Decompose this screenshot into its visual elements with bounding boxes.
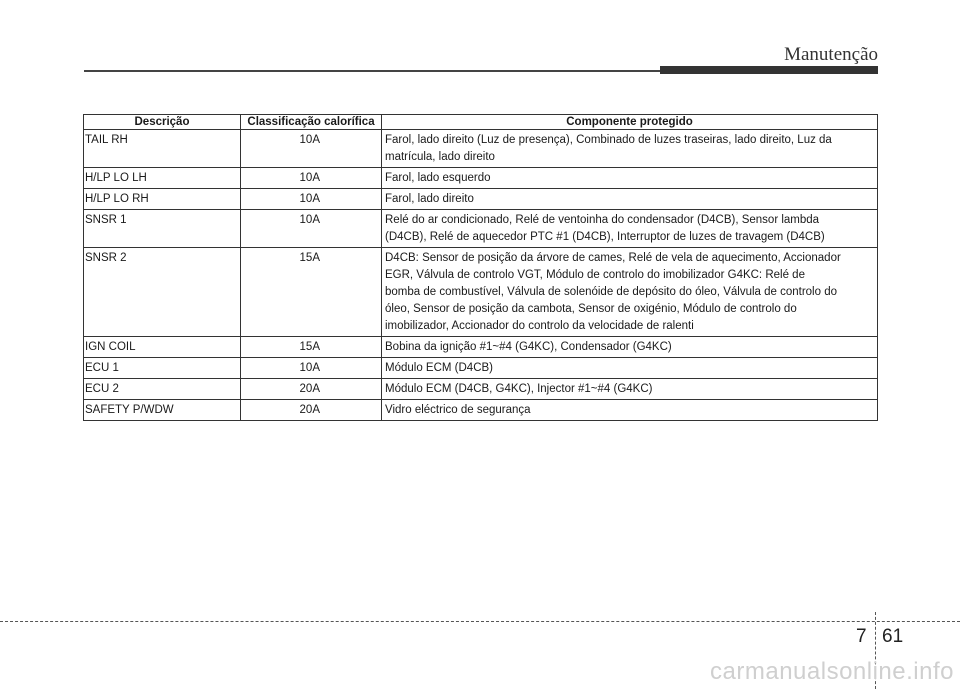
table-row: [84, 248, 878, 337]
fuse-description: SNSR 2: [84, 248, 241, 337]
protected-component: Farol, lado direito (Luz de presença), Combinado de luzes traseiras, lado direito, Luz da matrícula, lado direito: [382, 130, 878, 168]
protected-component: D4CB: Sensor de posição da árvore de cames, Relé de vela de aquecimento, Accionador EGR, Válvula de controlo VGT, Módulo de controlo do imobilizador G4KC: Relé de bomba de combustível, Válvula de solenóide de depósito do óleo, Válvula de controlo do óleo, Sensor de posição da cambota, Sensor de oxigénio, Módulo de controlo do imobilizador, Accionador do controlo da velocidade de ralenti: [382, 248, 878, 337]
fuse-rating: 10A: [241, 130, 382, 168]
fuse-description: SNSR 1: [84, 210, 241, 248]
column-header-rating: Classificação calorífica: [241, 115, 382, 130]
fuse-rating: 20A: [241, 379, 382, 400]
protected-component: Vidro eléctrico de segurança: [382, 400, 878, 421]
protected-component: Módulo ECM (D4CB, G4KC), Injector #1~#4 (G4KC): [382, 379, 878, 400]
column-header-component: Componente protegido: [382, 115, 878, 130]
fuse-rating: 10A: [241, 210, 382, 248]
header-rule-thin: [84, 70, 660, 72]
header-rule-thick: [660, 66, 878, 74]
protected-component: Módulo ECM (D4CB): [382, 358, 878, 379]
table-row: [84, 210, 878, 248]
table-row: [84, 168, 878, 189]
table-row: [84, 379, 878, 400]
table-row: [84, 337, 878, 358]
fuse-description: H/LP LO LH: [84, 168, 241, 189]
protected-component: Farol, lado esquerdo: [382, 168, 878, 189]
watermark: carmanualsonline.info: [710, 658, 954, 685]
table-row: [84, 130, 878, 168]
fuse-description: TAIL RH: [84, 130, 241, 168]
protected-component: Bobina da ignição #1~#4 (G4KC), Condensador (G4KC): [382, 337, 878, 358]
protected-component: Relé do ar condicionado, Relé de ventoinha do condensador (D4CB), Sensor lambda (D4CB), Relé de aquecedor PTC #1 (D4CB), Interruptor de luzes de travagem (D4CB): [382, 210, 878, 248]
fuse-rating: 10A: [241, 168, 382, 189]
table-row: [84, 358, 878, 379]
table-row: [84, 189, 878, 210]
footer-dashed-line: [0, 621, 960, 622]
chapter-number: 7: [856, 626, 867, 647]
fuse-description: H/LP LO RH: [84, 189, 241, 210]
protected-component: Farol, lado direito: [382, 189, 878, 210]
table-row: [84, 400, 878, 421]
fuse-rating: 15A: [241, 337, 382, 358]
page-number: 61: [882, 626, 904, 647]
fuse-description: ECU 2: [84, 379, 241, 400]
fuse-rating: 10A: [241, 189, 382, 210]
table-header-row: [84, 115, 878, 130]
fuse-description: SAFETY P/WDW: [84, 400, 241, 421]
fuse-rating: 20A: [241, 400, 382, 421]
fuse-rating: 10A: [241, 358, 382, 379]
column-header-description: Descrição: [84, 115, 241, 130]
section-title: Manutenção: [784, 44, 878, 65]
fuse-rating: 15A: [241, 248, 382, 337]
fuse-table: [83, 114, 878, 421]
fuse-description: ECU 1: [84, 358, 241, 379]
fuse-description: IGN COIL: [84, 337, 241, 358]
